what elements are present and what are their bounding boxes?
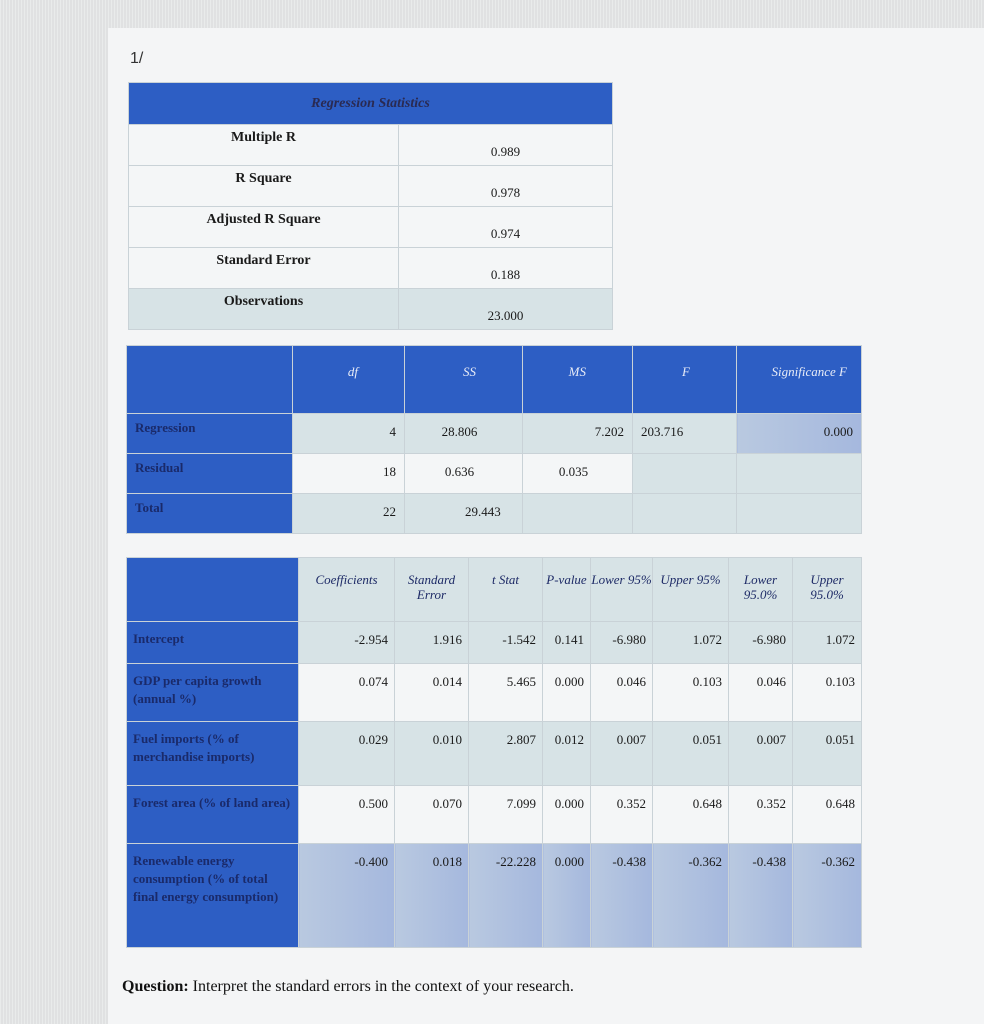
coef-value: 0.074 [299, 664, 395, 722]
anova-ss: 0.636 [405, 454, 523, 494]
table-row [129, 207, 613, 248]
coef-lower-95-0: -6.980 [729, 622, 793, 664]
coef-upper-95-0: 0.103 [793, 664, 862, 722]
stat-value: 0.989 [399, 125, 613, 166]
anova-header-significance-f: Significance F [737, 346, 862, 414]
table-row [127, 494, 862, 534]
coef-upper-95-0: -0.362 [793, 844, 862, 948]
stat-value: 0.188 [399, 248, 613, 289]
coef-standard-error: 0.070 [395, 786, 469, 844]
coef-row-label: Fuel imports (% of merchandise imports) [127, 722, 299, 786]
coef-lower-95-0: 0.046 [729, 664, 793, 722]
anova-df: 22 [293, 494, 405, 534]
coef-p-value: 0.000 [543, 844, 591, 948]
table-row [129, 125, 613, 166]
stat-label: R Square [129, 166, 399, 207]
table-row [127, 844, 862, 948]
coef-header-lower-95-0: Lower 95.0% [729, 558, 793, 622]
coef-value: 0.500 [299, 786, 395, 844]
coef-row-label: GDP per capita growth (annual %) [127, 664, 299, 722]
table-row [129, 166, 613, 207]
coef-p-value: 0.000 [543, 664, 591, 722]
coef-value: 0.029 [299, 722, 395, 786]
coef-value: -0.400 [299, 844, 395, 948]
coef-p-value: 0.012 [543, 722, 591, 786]
anova-df: 18 [293, 454, 405, 494]
coef-p-value: 0.141 [543, 622, 591, 664]
coef-header-blank [127, 558, 299, 622]
anova-f [633, 454, 737, 494]
coef-lower-95: 0.352 [591, 786, 653, 844]
stat-value: 0.978 [399, 166, 613, 207]
anova-ms [523, 494, 633, 534]
coef-lower-95: 0.046 [591, 664, 653, 722]
coef-lower-95-0: -0.438 [729, 844, 793, 948]
table-row [129, 248, 613, 289]
coef-header-p-value: P-value [543, 558, 591, 622]
coef-t-stat: -22.228 [469, 844, 543, 948]
coef-p-value: 0.000 [543, 786, 591, 844]
coef-header-coefficients: Coefficients [299, 558, 395, 622]
stat-value: 23.000 [399, 289, 613, 330]
anova-ss: 28.806 [405, 414, 523, 454]
coef-standard-error: 0.010 [395, 722, 469, 786]
anova-row-label: Total [127, 494, 293, 534]
anova-row-label: Residual [127, 454, 293, 494]
regression-statistics-title: Regression Statistics [129, 83, 613, 125]
coef-t-stat: -1.542 [469, 622, 543, 664]
anova-header-ss: SS [405, 346, 523, 414]
stat-value: 0.974 [399, 207, 613, 248]
coef-upper-95: -0.362 [653, 844, 729, 948]
page-number: 1/ [130, 50, 144, 67]
question-prefix: Question: [122, 978, 189, 995]
coef-t-stat: 7.099 [469, 786, 543, 844]
question-text [122, 978, 574, 996]
anova-row-label: Regression [127, 414, 293, 454]
coef-lower-95: 0.007 [591, 722, 653, 786]
coef-row-label: Forest area (% of land area) [127, 786, 299, 844]
coef-row-label: Renewable energy consumption (% of total final energy consumption) [127, 844, 299, 948]
anova-ms: 0.035 [523, 454, 633, 494]
table-row [127, 786, 862, 844]
regression-statistics-table [128, 82, 613, 330]
anova-header-ms: MS [523, 346, 633, 414]
coef-upper-95-0: 0.051 [793, 722, 862, 786]
anova-ss: 29.443 [405, 494, 523, 534]
coef-upper-95: 1.072 [653, 622, 729, 664]
coef-t-stat: 2.807 [469, 722, 543, 786]
coef-lower-95: -6.980 [591, 622, 653, 664]
coef-lower-95: -0.438 [591, 844, 653, 948]
anova-header-f: F [633, 346, 737, 414]
anova-significance [737, 494, 862, 534]
coef-upper-95: 0.648 [653, 786, 729, 844]
coef-header-upper-95: Upper 95% [653, 558, 729, 622]
anova-significance [737, 454, 862, 494]
anova-f: 203.716 [633, 414, 737, 454]
coef-lower-95-0: 0.352 [729, 786, 793, 844]
coef-header-upper-95-0: Upper 95.0% [793, 558, 862, 622]
anova-header-df: df [293, 346, 405, 414]
coef-row-label: Intercept [127, 622, 299, 664]
coef-upper-95: 0.103 [653, 664, 729, 722]
coef-header-standard-error: Standard Error [395, 558, 469, 622]
table-row [129, 289, 613, 330]
anova-df: 4 [293, 414, 405, 454]
coef-header-t-stat: t Stat [469, 558, 543, 622]
anova-header-blank [127, 346, 293, 414]
coef-upper-95-0: 0.648 [793, 786, 862, 844]
stat-label: Observations [129, 289, 399, 330]
anova-significance: 0.000 [737, 414, 862, 454]
anova-header-row [127, 346, 862, 414]
coefficients-table [126, 557, 862, 948]
coef-standard-error: 0.018 [395, 844, 469, 948]
coef-t-stat: 5.465 [469, 664, 543, 722]
coef-upper-95-0: 1.072 [793, 622, 862, 664]
stat-label: Multiple R [129, 125, 399, 166]
coef-lower-95-0: 0.007 [729, 722, 793, 786]
table-row [127, 454, 862, 494]
coefficients-header-row [127, 558, 862, 622]
anova-table [126, 345, 862, 534]
anova-f [633, 494, 737, 534]
table-row [127, 664, 862, 722]
coef-header-lower-95: Lower 95% [591, 558, 653, 622]
anova-ms: 7.202 [523, 414, 633, 454]
coef-standard-error: 1.916 [395, 622, 469, 664]
table-row [127, 622, 862, 664]
table-row [127, 722, 862, 786]
stat-label: Standard Error [129, 248, 399, 289]
coef-upper-95: 0.051 [653, 722, 729, 786]
question-body: Interpret the standard errors in the context of your research. [188, 978, 574, 995]
table-row [127, 414, 862, 454]
stat-label: Adjusted R Square [129, 207, 399, 248]
coef-value: -2.954 [299, 622, 395, 664]
coef-standard-error: 0.014 [395, 664, 469, 722]
